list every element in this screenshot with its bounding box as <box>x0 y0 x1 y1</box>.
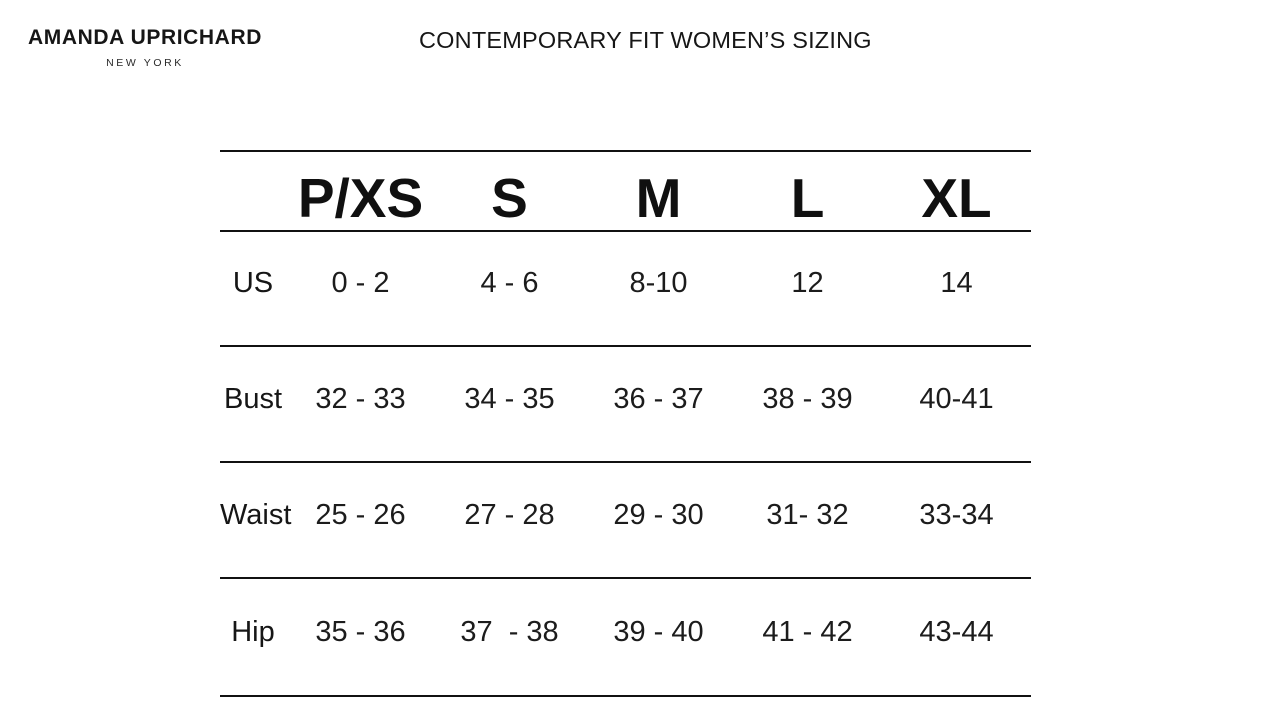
size-col-header-s: S <box>491 166 528 229</box>
size-cell: 38 - 39 <box>762 382 853 415</box>
size-cell: 8-10 <box>629 267 688 299</box>
row-label: Bust <box>223 382 283 415</box>
size-cell: 29 - 30 <box>613 498 704 531</box>
size-cell: 36 - 37 <box>613 382 704 415</box>
table-row-bust <box>220 347 1031 463</box>
size-col-header-l: L <box>790 166 825 229</box>
size-header-row <box>220 152 1031 232</box>
table-row-us <box>220 232 1031 347</box>
size-cell: 41 - 42 <box>762 615 853 648</box>
size-cell: 32 - 33 <box>315 382 406 415</box>
size-cell: 27 - 28 <box>464 498 555 531</box>
size-col-header-pxs: P/XS <box>297 166 424 229</box>
size-cell: 34 - 35 <box>464 382 555 415</box>
table-row-hip <box>220 579 1031 697</box>
row-label: US <box>232 267 274 299</box>
size-col-header-m: M <box>635 166 682 229</box>
size-cell: 0 - 2 <box>331 267 390 299</box>
row-label: Waist <box>220 498 292 531</box>
size-cell: 31- 32 <box>766 498 849 531</box>
brand-logo <box>28 26 262 69</box>
size-col-header-xl: XL <box>921 166 992 229</box>
size-cell: 37 - 38 <box>460 615 559 648</box>
row-label: Hip <box>231 615 275 648</box>
size-cell: 40-41 <box>919 382 994 415</box>
brand-name: AMANDA UPRICHARD <box>28 26 262 49</box>
size-cell: 12 <box>791 267 824 299</box>
size-cell: 33-34 <box>919 498 994 531</box>
size-cell: 4 - 6 <box>480 267 539 299</box>
size-cell: 39 - 40 <box>613 615 704 648</box>
size-cell: 14 <box>940 267 973 299</box>
size-cell: 43-44 <box>919 615 994 648</box>
sizing-table <box>220 150 1031 697</box>
table-row-waist <box>220 463 1031 579</box>
page-title: CONTEMPORARY FIT WOMEN’S SIZING <box>419 27 872 53</box>
size-cell: 35 - 36 <box>315 615 406 648</box>
size-cell: 25 - 26 <box>315 498 406 531</box>
brand-subtitle: NEW YORK <box>106 57 184 69</box>
